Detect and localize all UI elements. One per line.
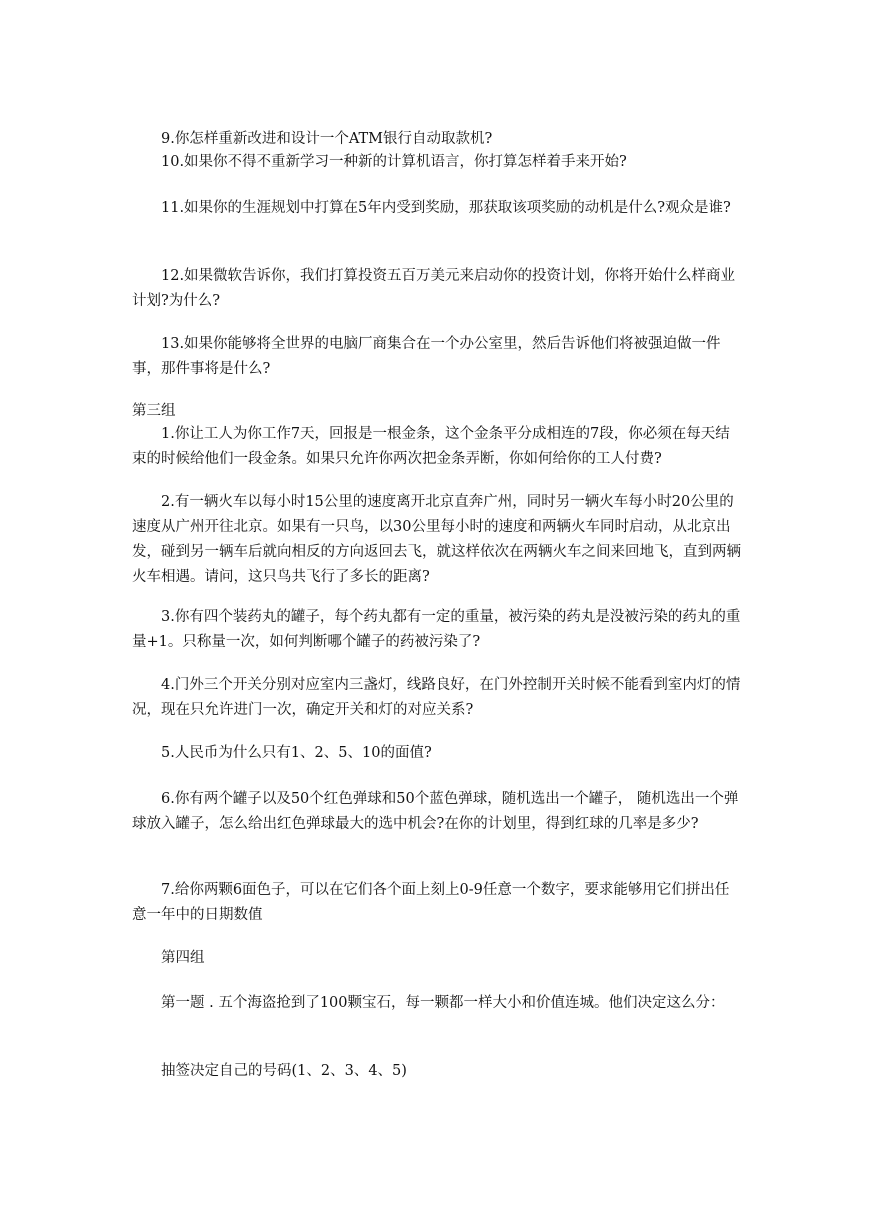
- group3-question-4: 4.门外三个开关分别对应室内三盏灯，线路良好，在门外控制开关时候不能看到室内灯的情况，现在只允许进门一次，确定开关和灯的对应关系?: [132, 677, 741, 718]
- group3-question-2: 2.有一辆火车以每小时15公里的速度离开北京直奔广州，同时另一辆火车每小时20公里的速度从广州开往北京。如果有一只鸟，以30公里每小时的速度和两辆火车同时启动，从北京出发，碰到另一辆车后就向相反的方向返回去飞，就这样依次在两辆火车之间来回地飞，直到两辆火车相遇。请问，这只鸟共飞行了多长的距离?: [132, 494, 741, 585]
- question-11: 11.如果你的生涯规划中打算在5年内受到奖励，那获取该项奖励的动机是什么?观众是谁?: [161, 200, 731, 216]
- group4-question-1: 第一题 . 五个海盗抢到了100颗宝石，每一颗都一样大小和价值连城。他们决定这么分：: [161, 995, 725, 1011]
- group3-question-1: 1.你让工人为你工作7天，回报是一根金条，这个金条平分成相连的7段，你必须在每天结束的时候给他们一段金条。如果只允许你两次把金条弄断，你如何给你的工人付费?: [132, 426, 730, 467]
- question-9: 9.你怎样重新改进和设计一个ATM银行自动取款机?: [161, 131, 493, 147]
- group3-question-6: 6.你有两个罐子以及50个红色弹球和50个蓝色弹球，随机选出一个罐子， 随机选出一个弹球放入罐子，怎么给出红色弹球最大的选中机会?在你的计划里，得到红球的几率是多少?: [132, 791, 739, 832]
- question-13: 13.如果你能够将全世界的电脑厂商集合在一个办公室里，然后告诉他们将被强迫做一件事，那件事将是什么?: [132, 336, 721, 377]
- section-heading-group-4: 第四组: [161, 950, 205, 966]
- question-10: 10.如果你不得不重新学习一种新的计算机语言，你打算怎样着手来开始?: [161, 154, 627, 170]
- section-heading-group-3: 第三组: [132, 403, 176, 419]
- group4-question-1-step-1: 抽签决定自己的号码(1、2、3、4、5): [161, 1063, 407, 1079]
- group3-question-3: 3.你有四个装药丸的罐子，每个药丸都有一定的重量，被污染的药丸是没被污染的药丸的重量+1。只称量一次，如何判断哪个罐子的药被污染了?: [132, 609, 741, 650]
- question-12: 12.如果微软告诉你，我们打算投资五百万美元来启动你的投资计划，你将开始什么样商业计划?为什么?: [132, 268, 736, 309]
- group3-question-5: 5.人民币为什么只有1、2、5、10的面值?: [161, 745, 432, 761]
- group3-question-7: 7.给你两颗6面色子，可以在它们各个面上刻上0-9任意一个数字，要求能够用它们拼出任意一年中的日期数值: [132, 882, 730, 923]
